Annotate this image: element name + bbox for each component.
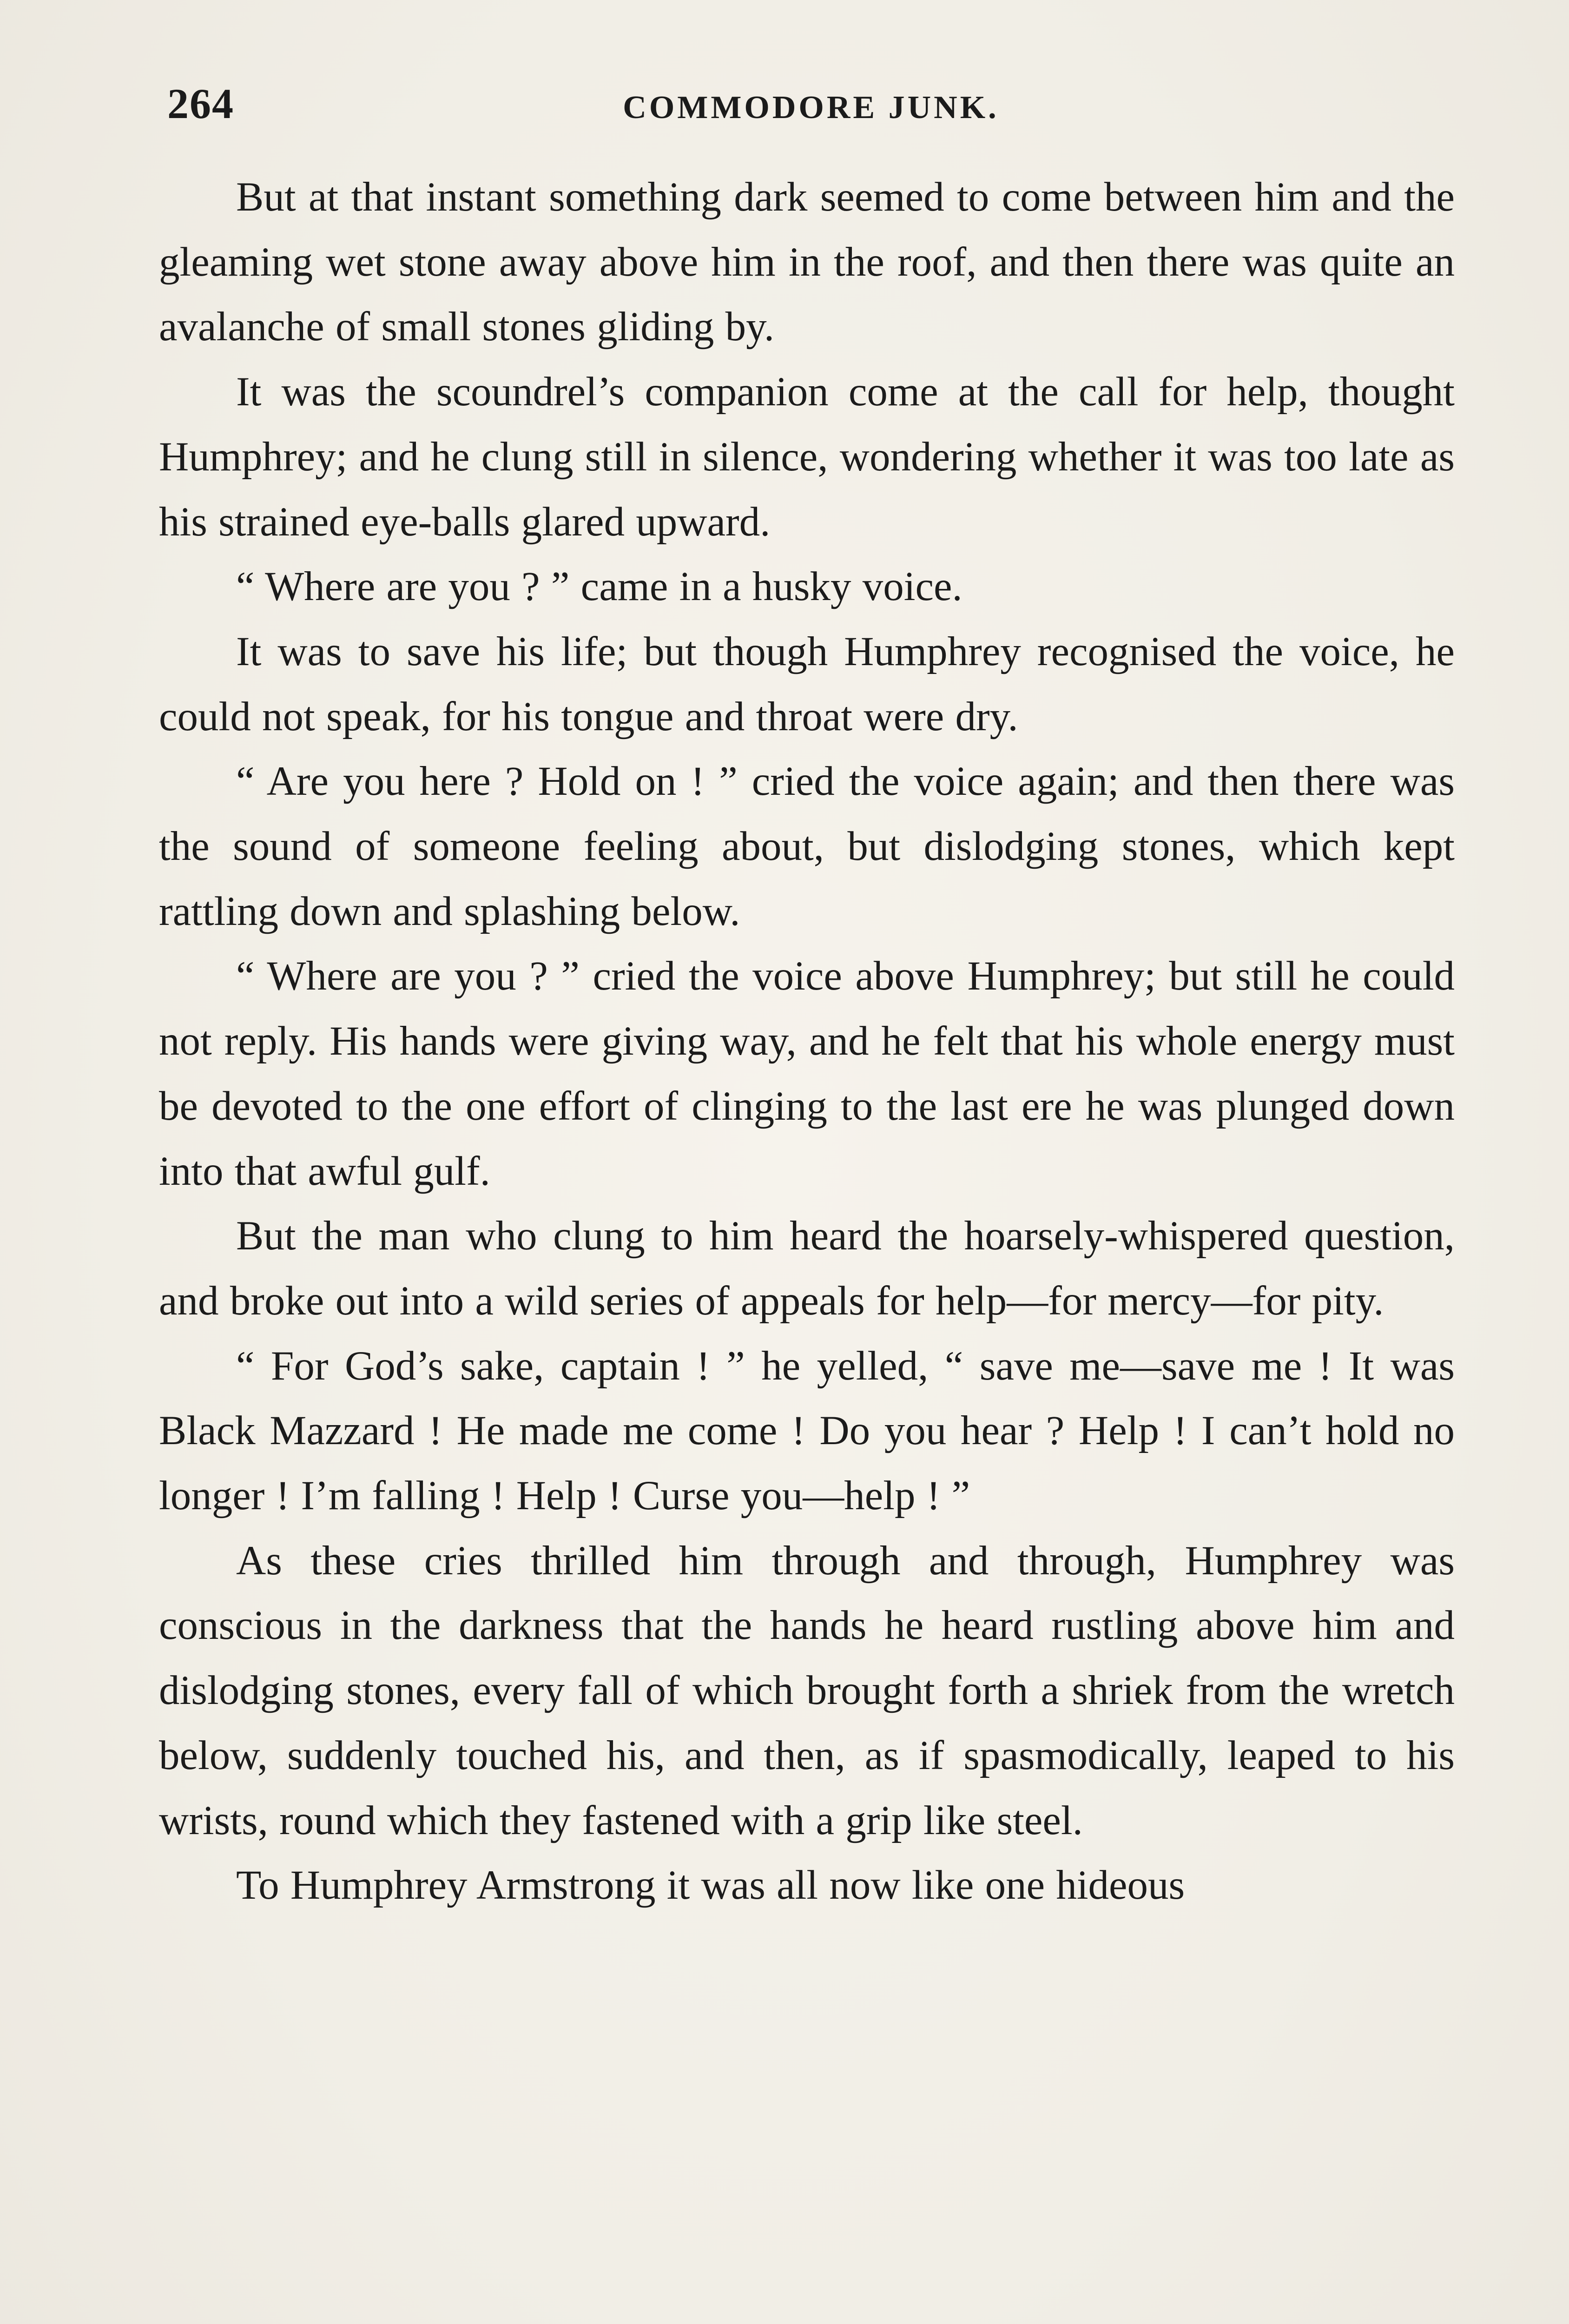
paragraph: It was to save his life; but though Humphrey recognised the voice, he could not speak, for his tongue and throat were dry. — [159, 628, 1455, 739]
page-header — [167, 79, 1455, 135]
paragraph: “ For God’s sake, captain ! ” he yelled, “ save me—save me ! It was Black Mazzard ! He made me come ! Do you hear ? Help ! I can’t hold no longer ! I’m falling ! Help ! Curse you—help ! ” — [159, 1343, 1455, 1519]
paragraph: To Humphrey Armstrong it was all now like one hideous — [236, 1862, 1185, 1908]
paragraph: As these cries thrilled him through and through, Humphrey was conscious in the darkness that the hands he heard rustling above him and dislodging stones, every fall of which brought forth a shriek from the wretch below, suddenly touched his, and then, as if spasmodically, leaped to his wrists, round which they fastened with a grip like steel. — [159, 1538, 1455, 1843]
page-number: 264 — [167, 80, 234, 127]
paragraph: “ Where are you ? ” came in a husky voice. — [236, 564, 962, 610]
paragraph: It was the scoundrel’s companion come at the call for help, thought Humphrey; and he clung still in silence, wondering whether it was too late as his strained eye-balls glared upward. — [159, 369, 1455, 545]
paragraph: But at that instant something dark seemed to come between him and the gleaming wet stone away above him in the roof, and then there was quite an avalanche of small stones gliding by. — [159, 174, 1455, 350]
paragraph: “ Where are you ? ” cried the voice above Humphrey; but still he could not reply. His hands were giving way, and he felt that his whole energy must be devoted to the one effort of clinging to the last ere he was plunged down into that awful gulf. — [159, 953, 1455, 1194]
running-title: COMMODORE JUNK. — [623, 90, 999, 125]
body-text — [159, 165, 1455, 1918]
paragraph: “ Are you here ? Hold on ! ” cried the voice again; and then there was the sound of someone feeling about, but dislodging stones, which kept rattling down and splashing below. — [159, 759, 1455, 934]
paragraph: But the man who clung to him heard the hoarsely-whispered question, and broke out into a wild series of appeals for help—for mercy—for pity. — [159, 1213, 1455, 1324]
